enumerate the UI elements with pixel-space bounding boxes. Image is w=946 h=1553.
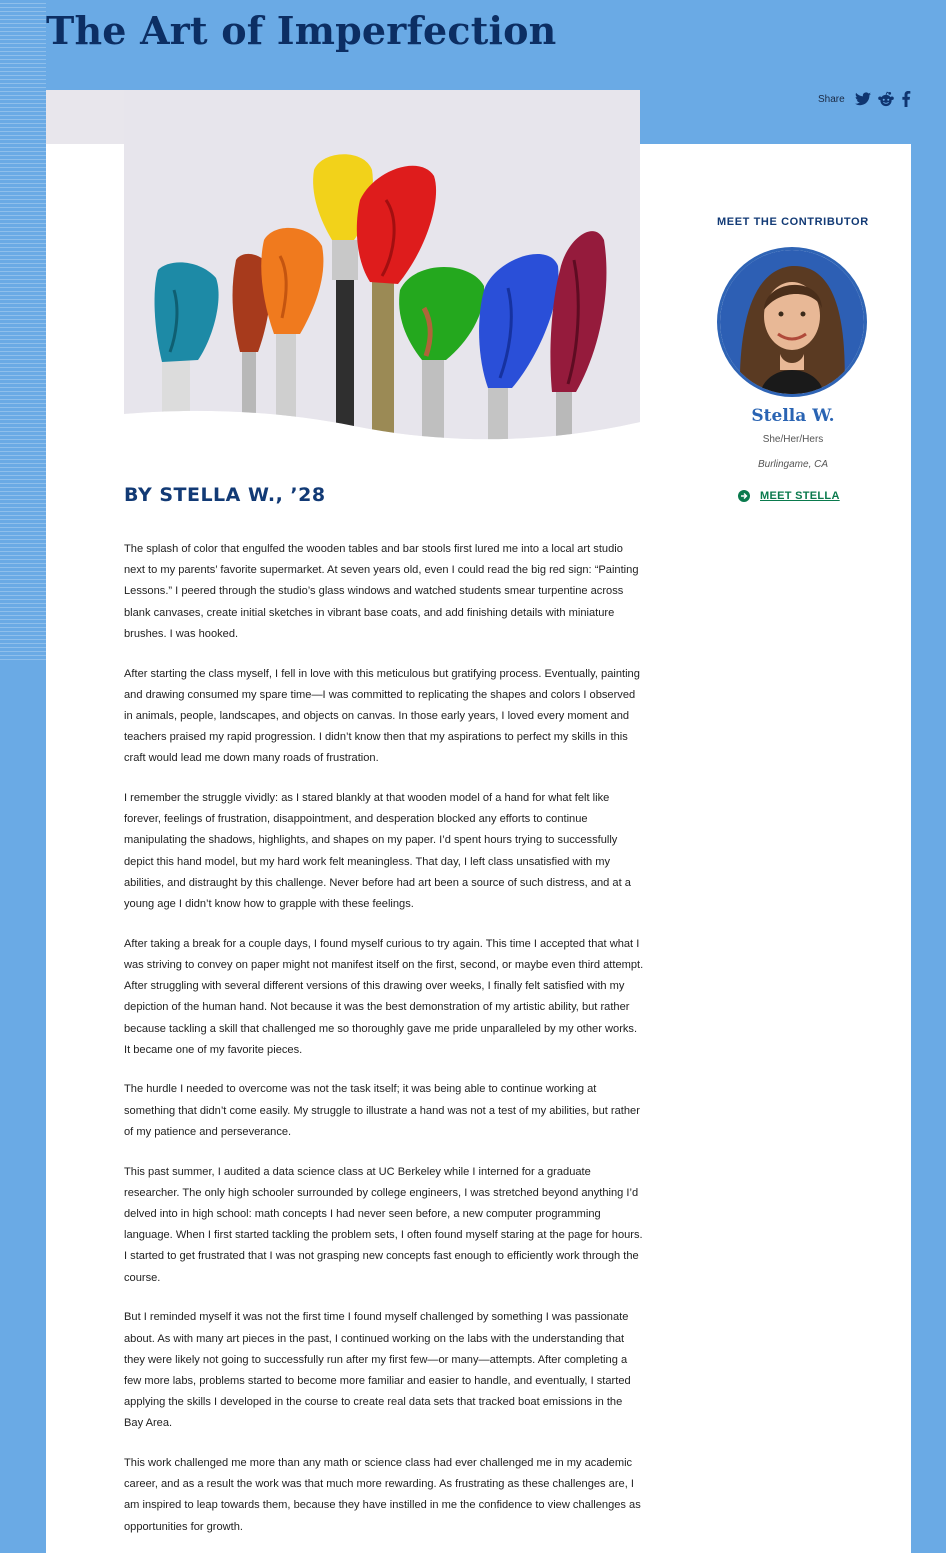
reddit-icon[interactable] <box>877 91 895 107</box>
contributor-pronouns: She/Her/Hers <box>762 434 824 445</box>
meet-contributor-link[interactable] <box>738 490 840 502</box>
article-paragraph: This work challenged me more than any math or science class had ever challenged me in my academic career, and as a result the work was that much more rewarding. As frustrating as these challenges are, I am inspired to leap towards them, because they have instilled in me the confidence to view challenges as opportunities for growth. <box>124 1457 641 1533</box>
meet-link-label: MEET STELLA <box>760 490 840 502</box>
article-paragraph: The hurdle I needed to overcome was not the task itself; it was being able to continue working at something that didn’t come easily. My struggle to illustrate a hand was not a test of my abilities, but rather of my patience and perseverance. <box>124 1083 640 1138</box>
share-bar <box>818 88 911 110</box>
article-paragraph: After starting the class myself, I fell in love with this meticulous but gratifying process. Eventually, painting and drawing consumed my spare time—I was committed to replicating the shapes and colors I observed in animals, people, landscapes, and objects on canvas. In those early years, I loved every moment and teachers praised my rapid progression. I didn’t know then that my aspirations to perfect my skills in this craft would lead me down many roads of frustration. <box>124 667 640 765</box>
contributor-location: Burlingame, CA <box>757 459 829 470</box>
contributor-name: Stella W. <box>751 406 835 426</box>
hero-image-paintbrushes <box>124 90 640 442</box>
contributor-heading: MEET THE CONTRIBUTOR <box>717 216 869 228</box>
article-paragraph: But I reminded myself it was not the first time I found myself challenged by something I was passionate about. As with many art pieces in the past, I continued working on the labs with the understanding that they were likely not going to successfully run after my first few—or many—attempts. After completing a few more labs, problems started to become more familiar and easier to handle, and eventually, I started applying the skills I developed in the course to create real data sets that tracked boat emissions in the Bay Area. <box>124 1311 631 1430</box>
article-paragraph: This past summer, I audited a data science class at UC Berkeley while I interned for a graduate researcher. The only high schooler surrounded by college engineers, I was stretched beyond anything I’d delved into in high school: math concepts I had never seen before, a new computer programming language. When I first started tackling the problem sets, I often found myself staring at the page for hours. I started to get frustrated that I was not grasping new concepts fast enough to efficiently work through the course. <box>124 1165 643 1284</box>
twitter-icon[interactable] <box>855 92 871 106</box>
article-body <box>124 539 644 1553</box>
facebook-icon[interactable] <box>901 91 911 107</box>
article-paragraph: After taking a break for a couple days, I found myself curious to try again. This time I accepted that what I was striving to convey on paper might not manifest itself on the first, second, or maybe even third attempt. After struggling with several different versions of this drawing over weeks, I finally felt satisfied with my depiction of the human hand. Not because it was the best demonstration of my artistic ability, but rather because tackling a skill that challenged me so thoroughly gave me pride unparalleled by my other works. It became one of my favorite pieces. <box>124 937 644 1056</box>
arrow-right-icon <box>738 490 750 502</box>
avatar <box>717 247 867 397</box>
share-label: Share <box>818 93 845 105</box>
decorative-stripes <box>0 0 46 660</box>
article-paragraph: I remember the struggle vividly: as I stared blankly at that wooden model of a hand for what felt like forever, feelings of frustration, disappointment, and desperation blocked any efforts to continue manipulating the shadows, highlights, and shapes on my paper. I’d spent hours trying to successfully depict this hand model, but my hard work felt meaningless. That day, I left class unsatisfied with my abilities, and distraught by this challenge. Never before had art been a source of such distress, and at a young age I didn’t know how to grapple with these feelings. <box>124 792 631 911</box>
article-byline: BY STELLA W., ’28 <box>124 484 326 506</box>
article-paragraph: The splash of color that engulfed the wooden tables and bar stools first lured me into a local art studio next to my parents’ favorite supermarket. At seven years old, even I could read the big red sign: “Painting Lessons.” I peered through the studio’s glass windows and watched students smear turpentine across blank canvases, create initial sketches in vibrant base coats, and add finishing details with miniature brushes. I was hooked. <box>124 543 639 640</box>
page-title: The Art of Imperfection <box>46 8 557 53</box>
